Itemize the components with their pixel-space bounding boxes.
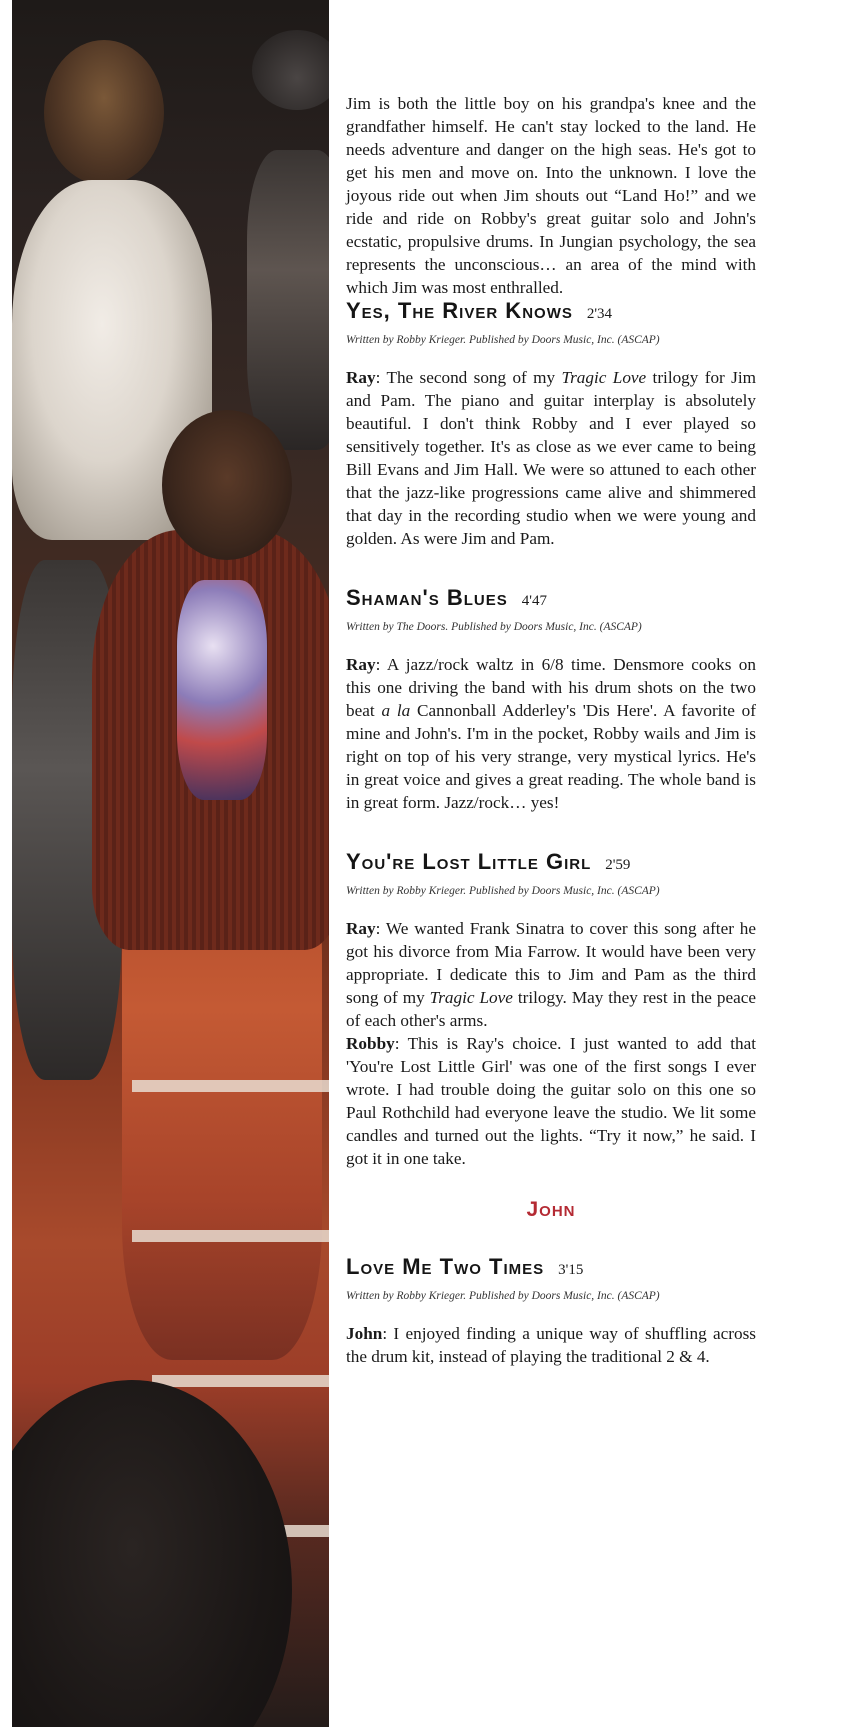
commentary-paragraph bbox=[346, 366, 756, 550]
song-credit: Written by Robby Krieger. Published by Doors Music, Inc. (ASCAP) bbox=[346, 1290, 660, 1302]
song-credit: Written by Robby Krieger. Published by Doors Music, Inc. (ASCAP) bbox=[346, 885, 660, 897]
song-entry bbox=[346, 299, 756, 550]
song-duration: 2'59 bbox=[605, 857, 631, 873]
commentary-paragraph bbox=[346, 917, 756, 1032]
photo-figure-hat bbox=[252, 30, 329, 110]
song-duration: 4'47 bbox=[521, 593, 547, 609]
song-entry bbox=[346, 850, 756, 1170]
commentary-text: : A jazz/rock waltz in 6/8 time. Densmore cooks on this one driving the band with his drum shots on the two beat bbox=[346, 655, 756, 720]
song-duration: 3'15 bbox=[558, 1262, 584, 1278]
speaker-name: John bbox=[346, 1324, 383, 1343]
speaker-name: Ray bbox=[346, 919, 376, 938]
speaker-name: Ray bbox=[346, 368, 376, 387]
commentary-text: trilogy. May they rest in the peace of each other's arms. bbox=[346, 988, 756, 1030]
commentary-italic: Tragic Love bbox=[561, 368, 647, 387]
photo-stair bbox=[132, 1230, 329, 1242]
speaker-name: Ray bbox=[346, 655, 376, 674]
song-title: Shaman's Blues bbox=[346, 585, 508, 610]
song-title: Yes, The River Knows bbox=[346, 298, 573, 323]
song-title: You're Lost Little Girl bbox=[346, 849, 592, 874]
photo-figure-head bbox=[44, 40, 164, 185]
song-title: Love Me Two Times bbox=[346, 1254, 545, 1279]
song-credit: Written by The Doors. Published by Doors Music, Inc. (ASCAP) bbox=[346, 621, 642, 633]
commentary-text: : The second song of my bbox=[375, 368, 562, 387]
song-heading bbox=[346, 1255, 756, 1282]
commentary-italic: Tragic Love bbox=[429, 988, 513, 1007]
photo-figure-scarf bbox=[177, 580, 267, 800]
commentary-italic: a la bbox=[381, 701, 411, 720]
photo-foreground-shadow bbox=[12, 1380, 292, 1727]
band-photo bbox=[12, 0, 329, 1727]
photo-figure-head-2 bbox=[162, 410, 292, 560]
song-duration: 2'34 bbox=[586, 306, 613, 322]
commentary-text: : I enjoyed finding a unique way of shuffling across the drum kit, instead of playing the traditional 2 & 4. bbox=[346, 1324, 756, 1366]
commentary-paragraph bbox=[346, 1322, 756, 1368]
photo-stair bbox=[152, 1375, 329, 1387]
commentary-paragraph bbox=[346, 1032, 756, 1170]
commentary-text: : This is Ray's choice. I just wanted to add that 'You're Lost Little Girl' was one of the first songs I ever wrote. I had trouble doing the guitar solo on this one so Paul Rothchild had everyone leave the studio. We lit some candles and turned out the lights. “Try it now,” he said. I got it in one take. bbox=[346, 1034, 756, 1168]
song-heading bbox=[346, 850, 756, 877]
song-entry bbox=[346, 586, 756, 814]
speaker-name: Robby bbox=[346, 1034, 395, 1053]
intro-paragraph: Jim is both the little boy on his grandpa's knee and the grandfather himself. He can't stay locked to the land. He needs adventure and danger on the high seas. He's got to get his men and move on. Into the unknown. I love the joyous ride out when Jim shouts out “Land Ho!” and we ride and ride on Robby's great guitar solo and John's ecstatic, propulsive drums. In Jungian psychology, the sea represents the unconscious… an area of the mind with which Jim was most enthralled. bbox=[346, 94, 756, 297]
commentary-paragraph bbox=[346, 653, 756, 814]
commentary-text: : We wanted Frank Sinatra to cover this song after he got his divorce from Mia Farrow. It would have been very appropriate. I dedicate this to Jim and Pam as the third song of my bbox=[346, 919, 756, 1007]
song-heading bbox=[346, 586, 756, 613]
song-entry bbox=[346, 1255, 756, 1368]
section-label-john: John bbox=[526, 1198, 576, 1221]
commentary-text: trilogy for Jim and Pam. The piano and guitar interplay is absolutely beautiful. I don't think Robby and I ever played so sensitively together. It's as close as we ever came to being Bill Evans and Jim Hall. We were so attuned to each other that the jazz-like progressions came alive and shimmered that day in the recording studio when we were young and golden. As were Jim and Pam. bbox=[346, 368, 756, 548]
liner-notes-column bbox=[346, 92, 756, 1368]
song-credit: Written by Robby Krieger. Published by Doors Music, Inc. (ASCAP) bbox=[346, 334, 660, 346]
song-heading bbox=[346, 299, 756, 326]
photo-stair bbox=[132, 1080, 329, 1092]
commentary-text: Cannonball Adderley's 'Dis Here'. A favorite of mine and John's. I'm in the pocket, Robby wails and Jim is right on top of his very strange, very mystical lyrics. He's in great voice and gives a great reading. The whole band is in great form. Jazz/rock… yes! bbox=[346, 701, 756, 812]
photo-figure-background-man bbox=[247, 150, 329, 450]
